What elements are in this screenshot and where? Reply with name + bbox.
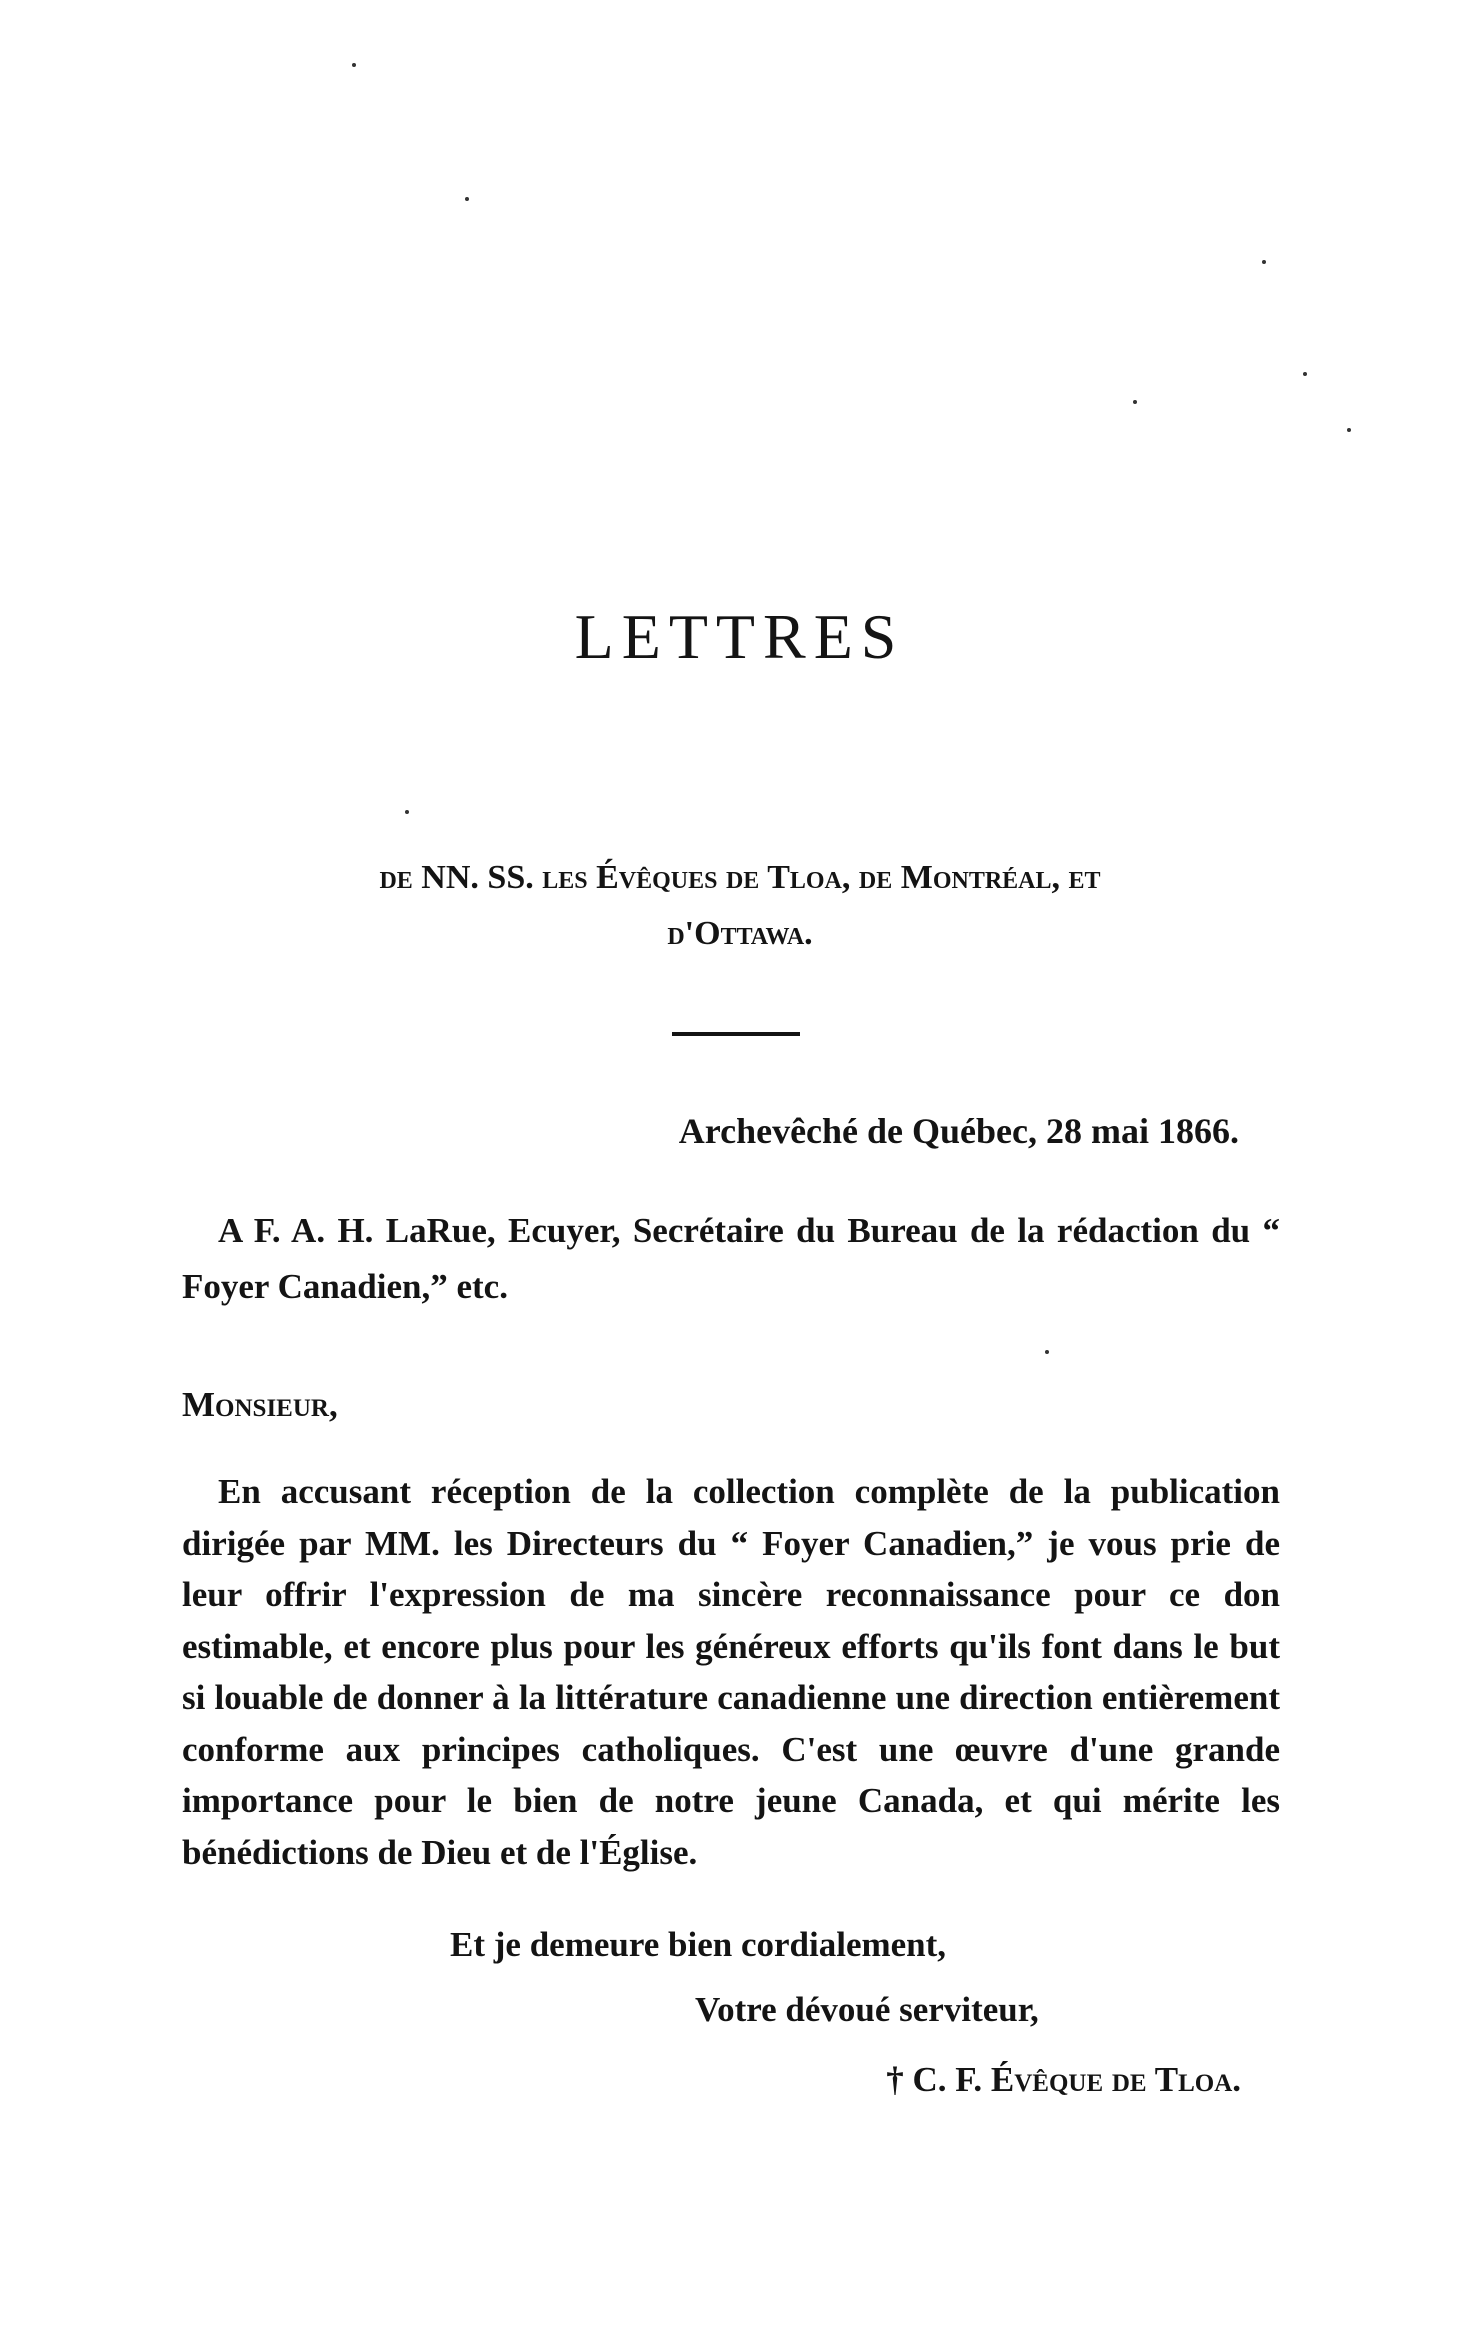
divider-rule	[672, 1032, 800, 1036]
paper-speck	[405, 810, 409, 814]
page-title: LETTRES	[574, 601, 905, 672]
closing-line: Et je demeure bien cordialement,	[450, 1925, 947, 1964]
salutation: Monsieur,	[182, 1385, 338, 1424]
paper-speck	[465, 197, 469, 201]
paper-speck	[1347, 428, 1351, 432]
subtitle-line-1: de NN. SS. les Évêques de Tloa, de Montréal, et	[379, 859, 1101, 896]
subtitle	[200, 850, 1280, 962]
paper-speck	[1133, 400, 1137, 404]
addressee: A F. A. H. LaRue, Ecuyer, Secrétaire du Bureau de la rédaction du “ Foyer Canadien,” etc.	[182, 1211, 1280, 1306]
paper-speck	[1045, 1350, 1049, 1354]
signature: † C. F. Évêque de Tloa.	[886, 2060, 1241, 2099]
paper-speck	[1303, 372, 1307, 376]
paper-speck	[352, 63, 356, 67]
dateline: Archevêché de Québec, 28 mai 1866.	[678, 1111, 1239, 1151]
paper-speck	[1262, 260, 1266, 264]
letter-body: En accusant réception de la collection complète de la publication dirigée par MM. les Directeurs du “ Foyer Canadien,” je vous prie de leur offrir l'expression de ma sincère reconnaissance pour ce don estimable, et encore plus pour les généreux efforts qu'ils font dans le but si louable de donner à la littérature canadienne une direction entièrement conforme aux principes catholiques. C'est une œuvre d'une grande importance pour le bien de notre jeune Canada, et qui mérite les bénédictions de Dieu et de l'Église.	[182, 1472, 1280, 1872]
servant-line: Votre dévoué serviteur,	[695, 1990, 1039, 2029]
subtitle-line-2: d'Ottawa.	[667, 915, 813, 952]
